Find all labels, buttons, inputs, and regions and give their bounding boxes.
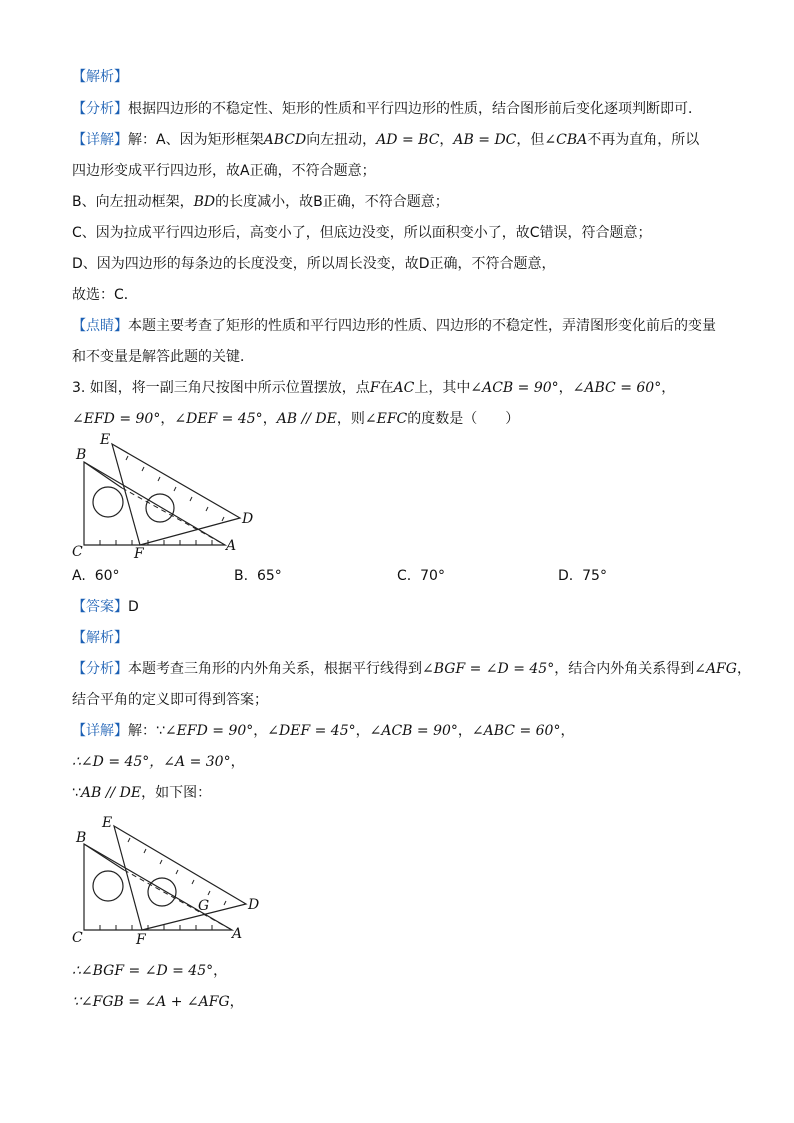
option-value: 75° [582, 568, 607, 584]
q3-math: ∠EFD = 90° [164, 723, 254, 739]
q3-xiangjie-tag: 【详解】 [72, 723, 128, 739]
q3-text: ， [160, 411, 175, 427]
q2-math: ABCD [263, 132, 307, 148]
q3-step-2 [72, 753, 245, 771]
label-f: F [136, 932, 146, 947]
label-b: B [76, 447, 87, 463]
q2-option-b-line [72, 193, 449, 211]
label-a: A [226, 538, 237, 554]
label-e: E [100, 432, 111, 448]
q2-xiangjie-text: 解：A、因为矩形框架 [128, 132, 264, 148]
q3-text: ∵ [72, 785, 81, 801]
q2-math: AB = DC [453, 132, 517, 148]
q3-text: 的度数是（ ） [407, 411, 520, 427]
q3-math: ∠ACB = 90° [470, 380, 559, 396]
q3-xiangjie-line [72, 722, 574, 740]
q3-math: ∴∠D = 45°，∠A = 30° [72, 754, 231, 770]
q3-math: ∠ABC = 60° [471, 723, 561, 739]
label-f: F [134, 546, 144, 560]
q3-math: AB // DE [276, 411, 337, 427]
q3-math: AB // DE [80, 785, 142, 801]
q2-fenxi-line [72, 100, 702, 118]
q3-figure-1 [70, 430, 270, 560]
label-b: B [76, 830, 87, 846]
q3-math: ∠BGF = ∠D = 45° [422, 661, 555, 677]
label-c: C [72, 544, 83, 560]
label-d: D [248, 897, 260, 913]
label-g: G [198, 898, 210, 914]
q3-answer-line [72, 598, 139, 616]
q3-step-5 [72, 993, 244, 1011]
option-key: B. [234, 568, 249, 584]
q3-math: ∠EFC [364, 411, 408, 427]
q2-fenxi-text: 根据四边形的不稳定性、矩形的性质和平行四边形的性质，结合图形前后变化逐项判断即可． [128, 101, 702, 117]
q3-math: ∴∠BGF = ∠D = 45° [72, 963, 214, 979]
q3-option-c [397, 567, 445, 585]
q2-option-c-line: C、因为拉成平行四边形后，高变小了，但底边没变，所以面积变小了，故C错误，符合题意； [72, 225, 652, 241]
q3-text: 3. 如图，将一副三角尺按图中所示位置摆放，点 [72, 380, 370, 396]
q3-text: ， [560, 723, 575, 739]
q3-math: F [369, 380, 380, 396]
q3-text: ，结合内外角关系得到 [554, 661, 695, 677]
q3-option-b [234, 567, 282, 585]
q3-text: ， [229, 994, 244, 1010]
q2-dianjing-text: 本题主要考查了矩形的性质和平行四边形的性质、四边形的不稳定性，弄清图形变化前后的变量 [128, 318, 716, 334]
q3-answer-value: D [128, 599, 139, 615]
q3-option-a [72, 567, 120, 585]
q3-figure-2 [70, 812, 270, 947]
q3-text: ， [457, 723, 472, 739]
q3-step-4 [72, 962, 227, 980]
q3-math: ∵∠FGB = ∠A + ∠AFG [72, 994, 230, 1010]
q2-xiangjie-tag: 【详解】 [72, 132, 128, 148]
q3-text: ， [558, 380, 573, 396]
q2-xiangjie-text: 向左扭动， [306, 132, 377, 148]
q3-math: ∠DEF = 45° [174, 411, 263, 427]
q3-text: ， [736, 661, 751, 677]
option-value: 70° [420, 568, 445, 584]
q3-option-d [558, 567, 607, 585]
option-key: C. [397, 568, 412, 584]
label-e: E [102, 815, 113, 831]
q3-answer-tag: 【答案】 [72, 599, 128, 615]
q3-math: ∠ACB = 90° [369, 723, 458, 739]
option-value: 60° [94, 568, 120, 584]
label-c: C [72, 930, 83, 946]
q2-xiangjie-text: 不再为直角，所以 [587, 132, 700, 148]
q2-xiangjie-text: ，但 [516, 132, 545, 148]
q3-text: ，则 [336, 411, 365, 427]
q3-math: ∠EFD = 90° [72, 411, 161, 427]
q3-text: ， [355, 723, 370, 739]
q2-text: 的长度减小，故B正确，不符合题意； [215, 194, 449, 210]
q3-text: ， [213, 963, 228, 979]
q2-option-d-line: D、因为四边形的每条边的长度没变，所以周长没变，故D正确，不符合题意， [72, 256, 556, 272]
q2-dianjing-line [72, 317, 716, 335]
q3-math: ∠AFG [694, 661, 737, 677]
q3-step-3 [72, 784, 211, 802]
q3-fenxi-tag: 【分析】 [72, 661, 128, 677]
option-key: A. [72, 568, 86, 584]
q2-fenxi-tag: 【分析】 [72, 101, 128, 117]
q2-dianjing-cont: 和不变量是解答此题的关键． [72, 349, 254, 365]
q3-text: ， [262, 411, 277, 427]
q3-stem-line2 [72, 410, 519, 428]
option-value: 65° [256, 568, 282, 584]
q3-fenxi-cont: 结合平角的定义即可得到答案； [72, 692, 268, 708]
q3-stem-line1 [72, 379, 675, 397]
q3-math: ∠ABC = 60° [572, 380, 662, 396]
q2-xiangjie-cont: 四边形变成平行四边形，故A正确，不符合题意； [72, 163, 376, 179]
q3-text: ， [253, 723, 268, 739]
q3-fenxi-line [72, 660, 751, 678]
q2-math: ∠CBA [544, 132, 588, 148]
option-key: D. [558, 568, 574, 584]
q2-math: BD [193, 194, 216, 210]
q2-xiangjie-line [72, 131, 699, 149]
q3-text: ， [230, 754, 245, 770]
q2-math: AD = BC [376, 132, 440, 148]
q2-jiexi-tag: 【解析】 [72, 69, 128, 85]
q2-text: B、向左扭动框架， [72, 194, 194, 210]
q2-dianjing-tag: 【点睛】 [72, 318, 128, 334]
q3-text: 上，其中 [414, 380, 471, 396]
q3-math: ∠DEF = 45° [267, 723, 356, 739]
q3-text: 本题考查三角形的内外角关系，根据平行线得到 [128, 661, 422, 677]
q3-text: ， [661, 380, 676, 396]
label-a: A [232, 926, 243, 942]
q3-text: 在 [379, 380, 394, 396]
q3-text: 解：∵ [128, 723, 165, 739]
q3-math: AC [393, 380, 415, 396]
q3-jiexi-tag: 【解析】 [72, 630, 128, 646]
label-d: D [242, 511, 254, 527]
q2-xiangjie-text: ， [439, 132, 454, 148]
q2-answer-line: 故选：C． [72, 287, 138, 303]
q3-text: ，如下图： [141, 785, 212, 801]
